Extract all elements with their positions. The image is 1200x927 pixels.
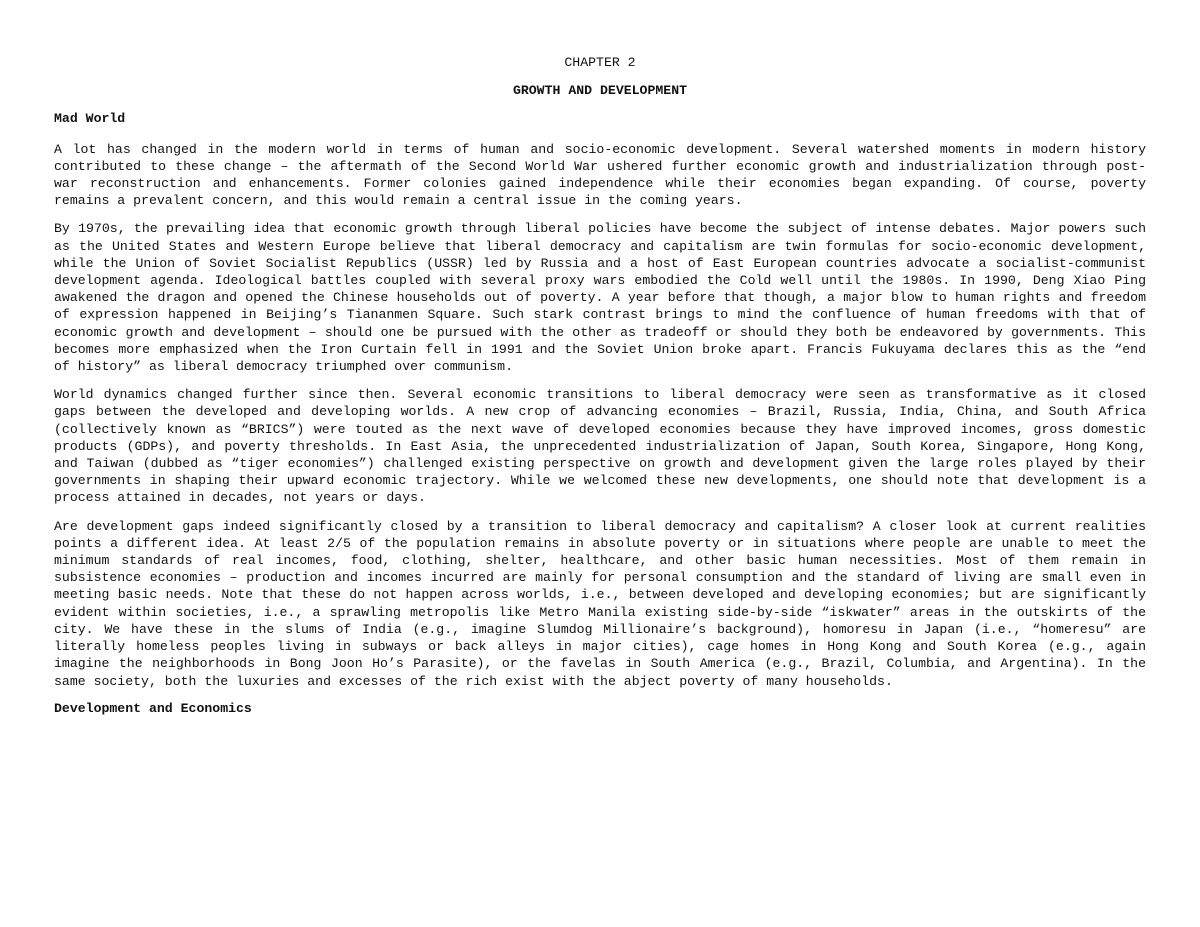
section-heading-mad-world: Mad World — [54, 111, 126, 127]
section-heading-development-and-economics: Development and Economics — [54, 700, 252, 716]
paragraph-3: World dynamics changed further since then. Several economic transitions to liberal democracy were seen as transformative as it closed gaps between the developed and developing worlds. A new crop of advancing economies – Brazil, Russia, India, China, and South Africa (collectively known as “BRICS”) were touted as the next wave of developed economies because they have improved incomes, gross domestic products (GDPs), and poverty thresholds. In East Asia, the unprecedented industrialization of Japan, South Korea, Singapore, Hong Kong, and Taiwan (dubbed as “tiger economies”) challenged existing perspective on growth and development given the large roles played by their governments in shaping their upward economic trajectory. While we welcomed these new developments, one should note that development is a process attained in decades, not years or days. — [54, 387, 1146, 506]
paragraph-1: A lot has changed in the modern world in terms of human and socio-economic development. Several watershed moments in modern history contributed to these change – the aftermath of the Second World War ushered further economic growth and industrialization through post-war reconstruction and enhancements. Former colonies gained independence while their economies began expanding. Of course, poverty remains a prevalent concern, and this would remain a central issue in the coming years. — [54, 141, 1146, 209]
chapter-title: GROWTH AND DEVELOPMENT — [512, 83, 688, 99]
paragraph-4: Are development gaps indeed significantly closed by a transition to liberal democracy and capitalism? A closer look at current realities points a different idea. At least 2/5 of the population remains in absolute poverty or in situations where people are unable to meet the minimum standards of real incomes, food, clothing, shelter, healthcare, and other basic human necessities. Most of them remain in subsistence economies – production and incomes incurred are mainly for personal consumption and the standard of living are small even in meeting basic needs. Note that these do not happen across worlds, i.e., between developed and developing economies; but are significantly evident within societies, i.e., a sprawling metropolis like Metro Manila existing side-by-side “iskwater” areas in the outskirts of the city. We have these in the slums of India (e.g., imagine Slumdog Millionaire’s background), homoresu in Japan (i.e., “homeresu” are literally homeless peoples living in subways or back alleys in major cities), cage homes in Hong Kong and South Korea (e.g., again imagine the neighborhoods in Bong Joon Ho’s Parasite), or the favelas in South America (e.g., Brazil, Columbia, and Argentina). In the same society, both the luxuries and excesses of the rich exist with the abject poverty of many households. — [54, 518, 1146, 689]
document-page — [54, 54, 1146, 717]
paragraph-2: By 1970s, the prevailing idea that economic growth through liberal policies have become the subject of intense debates. Major powers such as the United States and Western Europe believe that liberal democracy and capitalism are twin formulas for socio-economic development, while the Union of Soviet Socialist Republics (USSR) led by Russia and a host of East European countries advocate a socialist-communist development agenda. Ideological battles coupled with several proxy wars embodied the Cold well until the 1980s. In 1990, Deng Xiao Ping awakened the dragon and opened the Chinese households out of poverty. A year before that though, a major blow to human rights and freedom of expression happened in Beijing’s Tiananmen Square. Such stark contrast brings to mind the confluence of human freedoms with that of economic growth and development – should one be pursued with the other as tradeoff or should they both be endeavored by governments. This becomes more emphasized when the Iron Curtain fell in 1991 and the Soviet Union broke apart. Francis Fukuyama declares this as the “end of history” as liberal democracy triumphed over communism. — [54, 221, 1146, 375]
chapter-label: CHAPTER 2 — [564, 55, 636, 70]
